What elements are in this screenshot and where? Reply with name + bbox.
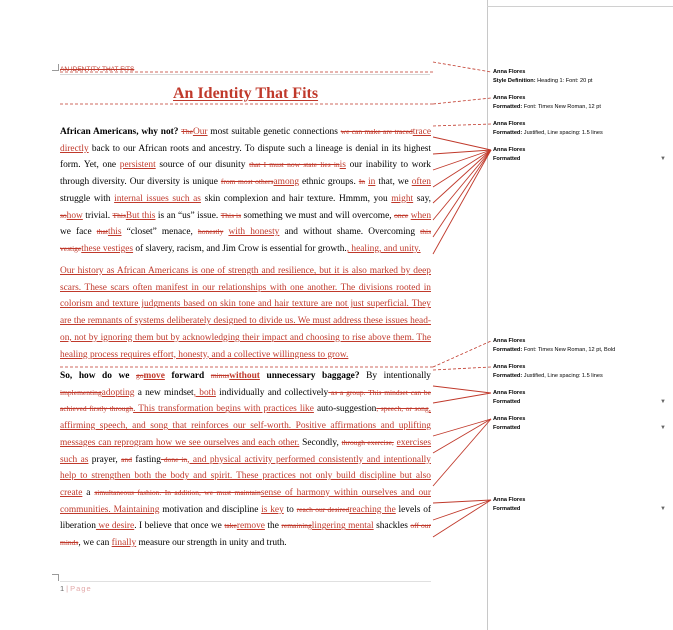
text-run[interactable]: ethnic groups.	[299, 177, 359, 188]
header-text[interactable]: AN IDENTITY THAT FITS	[60, 66, 135, 73]
deleted-text[interactable]: once	[394, 210, 409, 220]
balloon-kind: Style Definition:	[493, 78, 536, 84]
deleted-text[interactable]: implementing	[60, 387, 102, 397]
text-run[interactable]: , we can	[78, 538, 112, 549]
balloon-detail: Justified, Line spacing: 1.5 lines	[522, 130, 603, 136]
balloon-detail: Justified, Line spacing: 1.5 lines	[522, 373, 603, 379]
text-run[interactable]: is an “us” issue.	[155, 210, 221, 221]
text-run[interactable]: our inability to work through diversity. Our diversity is unique	[60, 160, 431, 188]
deleted-text[interactable]: This	[112, 210, 126, 220]
deleted-text[interactable]: This is	[220, 210, 242, 220]
revision-balloon[interactable]	[493, 363, 603, 381]
text-run[interactable]: measure our strength in unity and truth.	[136, 538, 287, 549]
deleted-text[interactable]: honestly	[197, 227, 224, 237]
revision-balloon[interactable]	[493, 120, 603, 138]
chevron-down-icon[interactable]: ▼	[660, 425, 666, 431]
text-run[interactable]: that, we	[375, 177, 412, 188]
text-run[interactable]: the	[264, 521, 282, 532]
balloon-kind: Formatted:	[493, 347, 523, 353]
deleted-text[interactable]: off our minds	[60, 521, 431, 548]
text-run[interactable]: back to our African roots and ancestry. To dispute such a lineage is denial in its highest form. Yet, one	[60, 143, 431, 171]
balloon-author: Anna Flores	[493, 364, 526, 370]
text-run[interactable]: Secondly,	[299, 437, 342, 448]
text-run[interactable]: prayer,	[88, 454, 122, 465]
text-run[interactable]: levels of liberation	[60, 504, 432, 532]
header-divider	[60, 74, 430, 75]
inserted-text[interactable]: with honesty	[228, 227, 280, 238]
balloon-kind: Formatted:	[493, 104, 523, 110]
inserted-text[interactable]: exercises such as	[60, 437, 432, 465]
inserted-text[interactable]: , healing, and unity.	[346, 243, 421, 254]
text-run[interactable]: of slavery, racism, and Jim Crow is essential for growth.	[133, 243, 347, 254]
deleted-text[interactable]: so	[60, 210, 67, 220]
text-run[interactable]: fasting	[131, 454, 161, 465]
deleted-text[interactable]: In	[358, 177, 366, 187]
text-run[interactable]: a new mindset	[134, 387, 194, 398]
balloon-author: Anna Flores	[493, 497, 526, 503]
balloon-author: Anna Flores	[493, 338, 526, 344]
revision-balloon[interactable]	[493, 496, 525, 514]
balloon-kind: Formatted	[493, 425, 521, 431]
inserted-text[interactable]: , both	[193, 387, 216, 398]
bold-text[interactable]: African Americans, why not?	[60, 127, 179, 137]
inserted-text[interactable]: move	[143, 371, 165, 381]
balloon-detail: Font: Times New Roman, 12 pt	[522, 104, 601, 110]
deleted-text[interactable]: minus	[210, 371, 230, 380]
page-footer	[60, 584, 92, 593]
inserted-text[interactable]: is	[339, 160, 346, 171]
balloon-author: Anna Flores	[493, 416, 526, 422]
revision-balloon[interactable]	[493, 415, 525, 433]
footer-divider	[60, 581, 431, 582]
deleted-text[interactable]: take	[224, 521, 237, 531]
revision-balloon[interactable]	[493, 389, 525, 407]
text-run[interactable]: auto-suggestion	[313, 404, 377, 415]
text-run[interactable]: a	[82, 487, 95, 498]
text-run[interactable]: to	[283, 504, 297, 515]
revision-balloon[interactable]	[493, 68, 593, 86]
deleted-text[interactable]: , speech, or song	[376, 404, 429, 414]
deleted-text[interactable]: reach our desired	[296, 504, 350, 514]
inserted-text[interactable]: in	[368, 177, 376, 188]
text-run[interactable]: most suitable genetic connections	[207, 127, 341, 137]
inserted-text[interactable]: often	[411, 177, 431, 188]
deleted-text[interactable]: go	[136, 371, 144, 380]
bold-text[interactable]: So, how do we	[60, 371, 137, 381]
paragraph-1[interactable]	[60, 124, 431, 258]
text-run[interactable]: we face	[60, 227, 97, 238]
paragraph-2[interactable]	[60, 263, 431, 363]
inserted-text[interactable]: trace directly	[60, 127, 431, 154]
deleted-text[interactable]: as a group. This mindset can be achieved firstly through	[60, 387, 431, 414]
inserted-text[interactable]: , affirming speech, and song that reinforces our self-worth. Positive affirmations and uplifting messages can reprogram how we see ourselves and each other.	[60, 404, 431, 448]
balloon-detail: Font: Times New Roman, 12 pt, Bold	[522, 347, 616, 353]
text-run[interactable]: “closet” menace,	[121, 227, 198, 238]
inserted-text[interactable]: when	[410, 210, 432, 221]
balloon-author: Anna Flores	[493, 390, 526, 396]
balloon-author: Anna Flores	[493, 121, 526, 127]
deleted-text[interactable]: simultaneous fashion. In addition, we must maintain	[94, 487, 261, 497]
markup-pane-top-border	[487, 6, 673, 7]
inserted-text[interactable]: , and physical activity performed consistently and intentionally help to strengthen both the body and spirit. These practices not only build discipline but also create	[60, 454, 431, 498]
inserted-text[interactable]: adopting	[101, 387, 135, 398]
inserted-text[interactable]: reaching the	[349, 504, 396, 515]
text-run[interactable]: struggle with	[60, 193, 115, 204]
page-label: Page	[70, 584, 92, 593]
deleted-text[interactable]: that I must now state lies in	[249, 160, 340, 170]
balloon-kind: Formatted	[493, 156, 521, 162]
paragraph-3[interactable]	[60, 368, 431, 552]
deleted-text[interactable]: through exercise,	[341, 437, 394, 447]
footer-separator: |	[66, 584, 69, 593]
deleted-text[interactable]: and	[121, 454, 132, 464]
inserted-text[interactable]: we desire	[95, 521, 135, 532]
chevron-down-icon[interactable]: ▼	[660, 506, 666, 512]
text-run[interactable]: skin complexion and hair texture. Hmmm, you	[200, 193, 392, 204]
inserted-text[interactable]: sense of harmony within ourselves and our communities. Maintaining	[60, 487, 431, 515]
revision-balloon[interactable]	[493, 94, 601, 112]
deleted-text[interactable]: that	[96, 227, 108, 237]
inserted-text[interactable]: how	[66, 210, 83, 221]
bold-text[interactable]: unnecessary baggage?	[259, 371, 360, 381]
deleted-text[interactable]: from most others	[220, 177, 274, 187]
revision-balloon[interactable]	[493, 337, 615, 355]
text-run[interactable]: . I believe that once we	[134, 521, 225, 532]
balloon-detail: Heading 1: Font: 20 pt	[535, 78, 593, 84]
inserted-text[interactable]: these vestiges	[81, 243, 134, 254]
inserted-text[interactable]: among	[273, 177, 300, 188]
balloon-kind: Formatted:	[493, 373, 523, 379]
inserted-text[interactable]: But this	[125, 210, 156, 221]
page-number: 1	[60, 584, 65, 593]
inserted-text[interactable]: lingering mental	[311, 521, 374, 532]
balloon-author: Anna Flores	[493, 69, 526, 75]
margin-corner-mark-top	[52, 64, 59, 71]
balloon-author: Anna Flores	[493, 95, 526, 101]
deleted-text[interactable]: done in	[160, 454, 188, 464]
text-run[interactable]: individually and collectively	[215, 387, 329, 398]
text-run[interactable]: and without shame. Overcoming	[279, 227, 421, 238]
inserted-text[interactable]: Our history as African Americans is one of strength and resilience, but it is also marked by deep scars. These scars often manifest in our relationships with one another. The divisions rooted in colorism and texture judgments based on skin tone and hair texture are not just superficial. They are the remnants of systems deliberately designed to divide us. We must address these issues head-on, not by ignoring them but by acknowledging their impact and choosing to rise above them. The healing process requires effort, honesty, and a collective willingness to grow.	[60, 266, 431, 360]
inserted-text[interactable]: persistent	[119, 160, 156, 171]
margin-corner-mark-bottom	[52, 574, 59, 581]
text-run[interactable]: By intentionally	[359, 371, 431, 381]
text-run[interactable]: motivation and discipline	[159, 504, 262, 515]
text-run[interactable]: trivial.	[82, 210, 113, 221]
inserted-text[interactable]: remove	[236, 521, 265, 532]
deleted-text[interactable]: remaining	[281, 521, 312, 531]
inserted-text[interactable]: without	[229, 371, 260, 381]
balloon-kind: Formatted	[493, 399, 521, 405]
text-run[interactable]: something we must and will overcome,	[241, 210, 395, 221]
chevron-down-icon[interactable]: ▼	[660, 156, 666, 162]
deleted-text[interactable]: The	[181, 127, 193, 136]
text-run[interactable]: say,	[413, 193, 431, 204]
chevron-down-icon[interactable]: ▼	[660, 399, 666, 405]
document-title[interactable]: An Identity That Fits	[173, 85, 319, 102]
revision-balloon[interactable]	[493, 146, 525, 164]
inserted-text[interactable]: internal issues such as	[114, 193, 201, 204]
balloon-kind: Formatted:	[493, 130, 523, 136]
text-run[interactable]: shackles	[373, 521, 411, 532]
inserted-text[interactable]: might	[391, 193, 414, 204]
text-run[interactable]: source of our disunity	[155, 160, 250, 171]
inserted-text[interactable]: . This transformation begins with practices like	[133, 404, 314, 415]
inserted-text[interactable]: this	[107, 227, 122, 238]
balloon-author: Anna Flores	[493, 147, 526, 153]
inserted-text[interactable]: is key	[261, 504, 284, 515]
deleted-text[interactable]: this vestige	[60, 227, 431, 253]
inserted-text[interactable]: Our	[192, 127, 208, 137]
bold-text[interactable]: forward	[164, 371, 211, 381]
balloon-kind: Formatted	[493, 506, 521, 512]
inserted-text[interactable]: finally	[111, 538, 137, 549]
deleted-text[interactable]: we can make are traced	[340, 127, 413, 136]
